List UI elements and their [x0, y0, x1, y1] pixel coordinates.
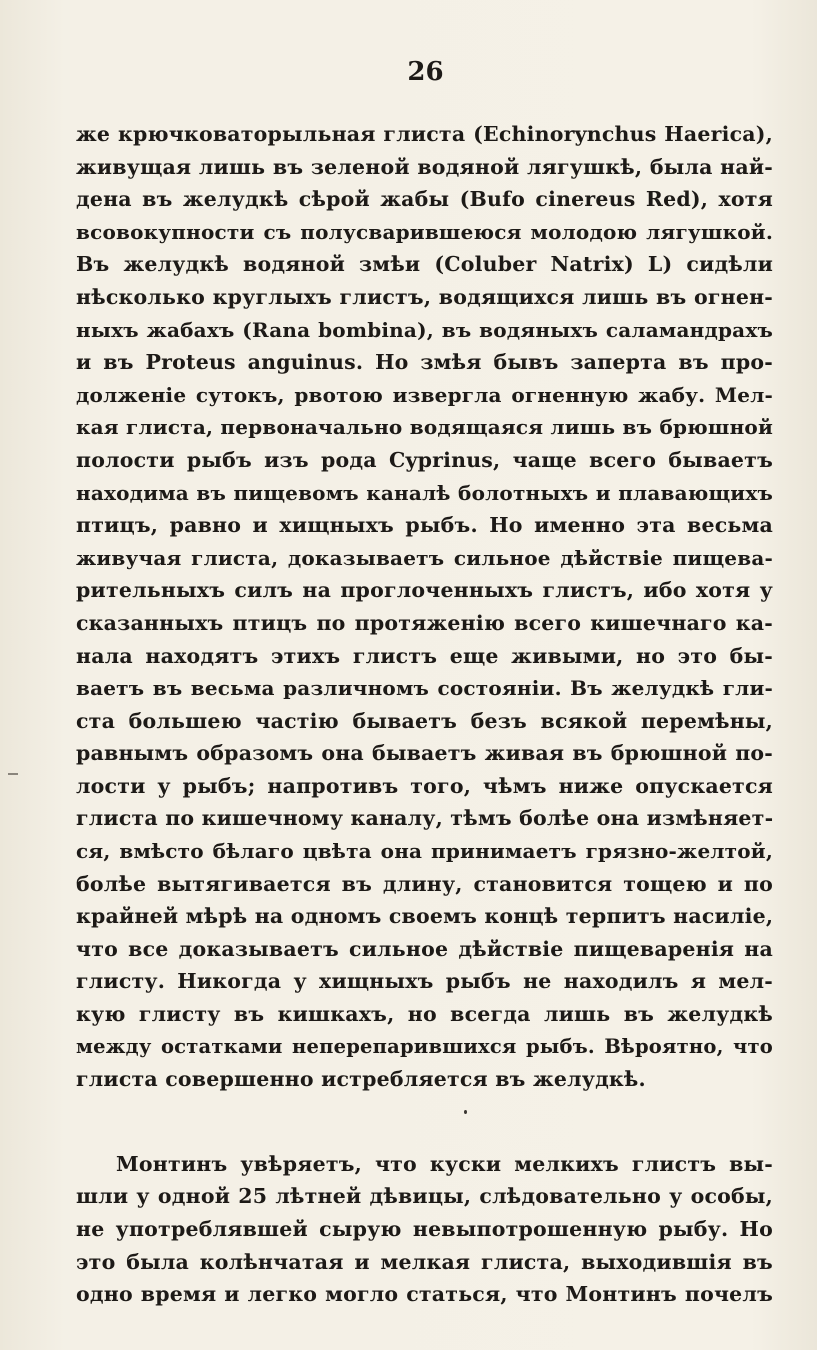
- text-line: и въ Proteus anguinus. Но змѣя бывъ заперта въ про-: [76, 350, 773, 375]
- text-line: кую глисту въ кишкахъ, но всегда лишь въ желудкѣ: [76, 1002, 773, 1027]
- text-line: находима въ пищевомъ каналѣ болотныхъ и плавающихъ: [76, 480, 773, 505]
- text-line: ся, вмѣсто бѣлаго цвѣта она принимаетъ грязно-желтой,: [76, 839, 773, 864]
- text-line: же крючковаторыльная глиста (Echinorynchus Haerica),: [76, 122, 773, 146]
- text-line: между остатками неперепарившихся рыбъ. Вѣроятно, что: [76, 1034, 773, 1058]
- text-line: это была колѣнчатая и мелкая глиста, выходившія въ: [76, 1249, 773, 1274]
- text-line: не употреблявшей сырую невыпотрошенную рыбу. Но: [76, 1217, 773, 1241]
- margin-mark: [8, 773, 18, 775]
- text-line: ваетъ въ весьма различномъ состояніи. Въ желудкѣ гли-: [76, 676, 773, 701]
- text-line: сказанныхъ птицъ по протяженію всего кишечнаго ка-: [76, 610, 773, 635]
- text-line: равнымъ образомъ она бываетъ живая въ брюшной по-: [76, 741, 773, 766]
- text-line: глиста по кишечному каналу, тѣмъ болѣе она измѣняет-: [76, 806, 773, 831]
- text-line: долженіе сутокъ, рвотою изверглa огненную жабу. Мел-: [76, 382, 773, 407]
- text-line: глиста совершенно истребляется въ желудкѣ.: [76, 1067, 646, 1092]
- text-line: лости у рыбъ; напротивъ того, чѣмъ ниже опускается: [76, 773, 773, 798]
- paragraph-2: [76, 1148, 775, 1311]
- text-line: дена въ желудкѣ сѣрой жабы (Bufo cinereus Red), хотя: [76, 187, 773, 212]
- paragraph-separator: [76, 1096, 775, 1148]
- text-line: крайней мѣрѣ на одномъ своемъ концѣ терпитъ насиліе,: [76, 904, 773, 929]
- text-line: живущая лишь въ зеленой водяной лягушкѣ, была най-: [76, 154, 773, 179]
- text-line: полости рыбъ изъ рода Cyprinus, чаще всего бываетъ: [76, 447, 773, 472]
- text-line: что все доказываетъ сильное дѣйствіе пищеваренія на: [76, 936, 773, 961]
- text-line: рительныхъ силъ на проглоченныхъ глистъ, ибо хотя у: [76, 578, 773, 603]
- text-line: Въ желудкѣ водяной змѣи (Coluber Natrix) L) сидѣли: [76, 252, 773, 277]
- text-line: болѣе вытягивается въ длину, становится тощею и по: [76, 871, 773, 896]
- text-line: нала находятъ этихъ глистъ еще живыми, но это бы-: [76, 643, 773, 668]
- text-line: кая глиста, первоначально водящаяся лишь въ брюшной: [76, 415, 773, 440]
- text-line: живучая глиста, доказываетъ сильное дѣйствіе пищева-: [76, 545, 773, 570]
- separator-dot: [464, 1110, 467, 1114]
- text-line: одно время и легко могло статься, что Монтинъ почелъ: [76, 1282, 773, 1307]
- text-line: нѣсколько круглыхъ глистъ, водящихся лишь въ огнен-: [76, 284, 773, 309]
- paragraph-1: [76, 118, 775, 1096]
- page-number: 26: [407, 57, 444, 87]
- text-line: шли у одной 25 лѣтней дѣвицы, слѣдовательно у особы,: [76, 1184, 773, 1209]
- text-line: глисту. Никогда у хищныхъ рыбъ не находилъ я мел-: [76, 969, 773, 994]
- text-line: всовокупности съ полусварившеюся молодою лягушкой.: [76, 219, 773, 244]
- text-line: птицъ, равно и хищныхъ рыбъ. Но именно эта весьма: [76, 513, 773, 538]
- text-line: ныхъ жабахъ (Rana bombina), въ водяныхъ саламандрахъ: [76, 317, 773, 342]
- text-line: Монтинъ увѣряетъ, что куски мелкихъ глистъ вы-: [116, 1151, 773, 1176]
- text-line: ста большею частію бываетъ безъ всякой перемѣны,: [76, 708, 773, 733]
